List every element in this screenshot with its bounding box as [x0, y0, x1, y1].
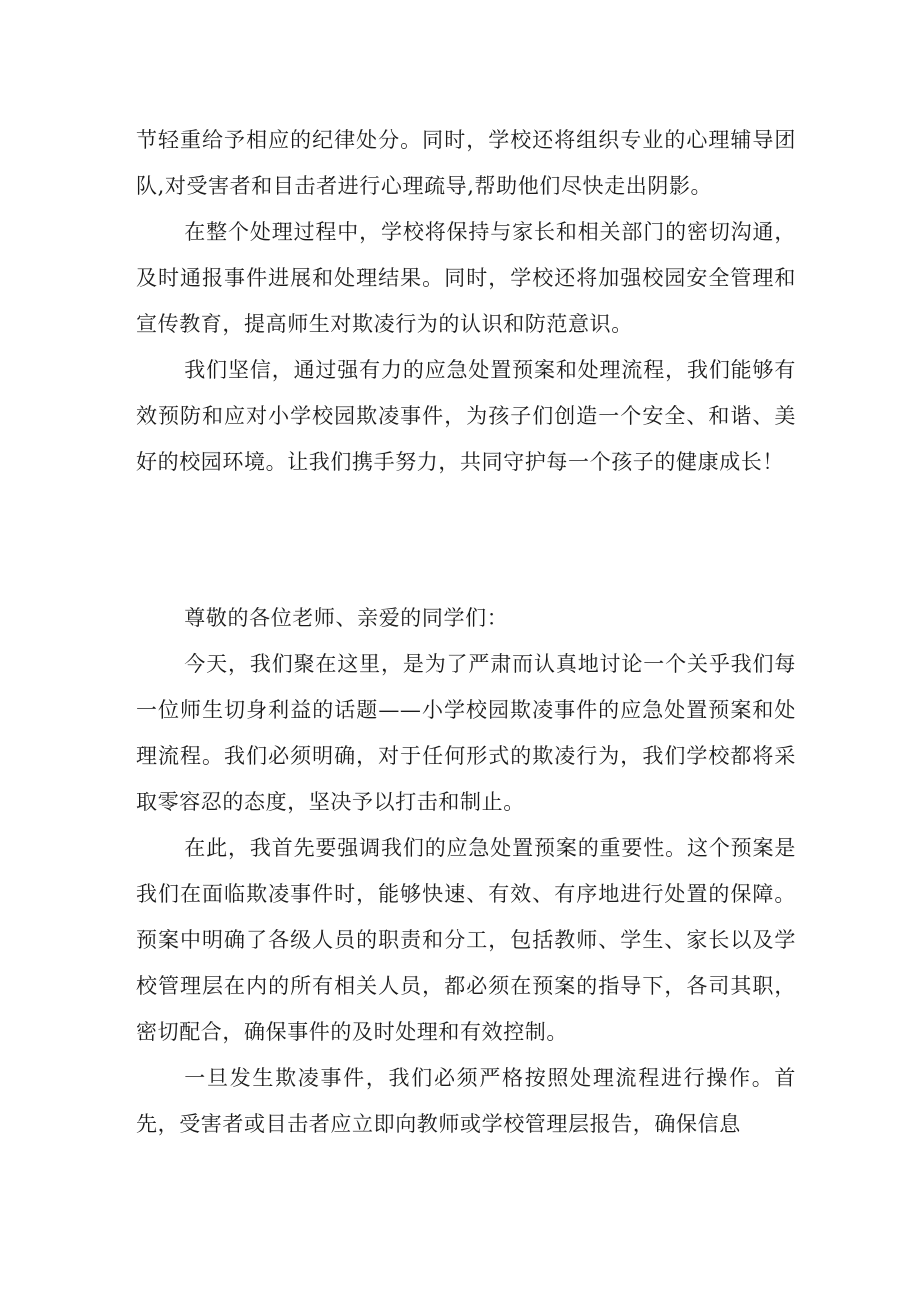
- paragraph-conclusion: 我们坚信，通过强有力的应急处置预案和处理流程，我们能够有效预防和应对小学校园欺凌事件，为孩子们创造一个安全、和谐、美好的校园环境。让我们携手努力，共同守护每一个孩子的健康成长！: [136, 358, 796, 474]
- salutation: 尊敬的各位老师、亲爱的同学们：: [184, 606, 509, 630]
- paragraph-introduction: 今天，我们聚在这里，是为了严肃而认真地讨论一个关乎我们每一位师生切身利益的话题——小学校园欺凌事件的应急处置预案和处理流程。我们必须明确，对于任何形式的欺凌行为，我们学校都将采取零容忍的态度，坚决予以打击和制止。: [136, 652, 796, 814]
- paragraph-plan-importance: 在此，我首先要强调我们的应急处置预案的重要性。这个预案是我们在面临欺凌事件时，能够快速、有效、有序地进行处置的保障。预案中明确了各级人员的职责和分工，包括教师、学生、家长以及学校管理层在内的所有相关人员，都必须在预案的指导下，各司其职，密切配合，确保事件的及时处理和有效控制。: [136, 836, 796, 1044]
- paragraph-communication: 在整个处理过程中，学校将保持与家长和相关部门的密切沟通，及时通报事件进展和处理结果。同时，学校还将加强校园安全管理和宣传教育，提高师生对欺凌行为的认识和防范意识。: [136, 220, 796, 336]
- paragraph-continued: 节轻重给予相应的纪律处分。同时，学校还将组织专业的心理辅导团队,对受害者和目击者进行心理疏导,帮助他们尽快走出阴影。: [136, 128, 796, 198]
- section-speech: [136, 595, 796, 1147]
- section-continued-text: [136, 117, 796, 485]
- paragraph-procedure: 一旦发生欺凌事件，我们必须严格按照处理流程进行操作。首先，受害者或目击者应立即向教师或学校管理层报告，确保信息: [136, 1066, 796, 1136]
